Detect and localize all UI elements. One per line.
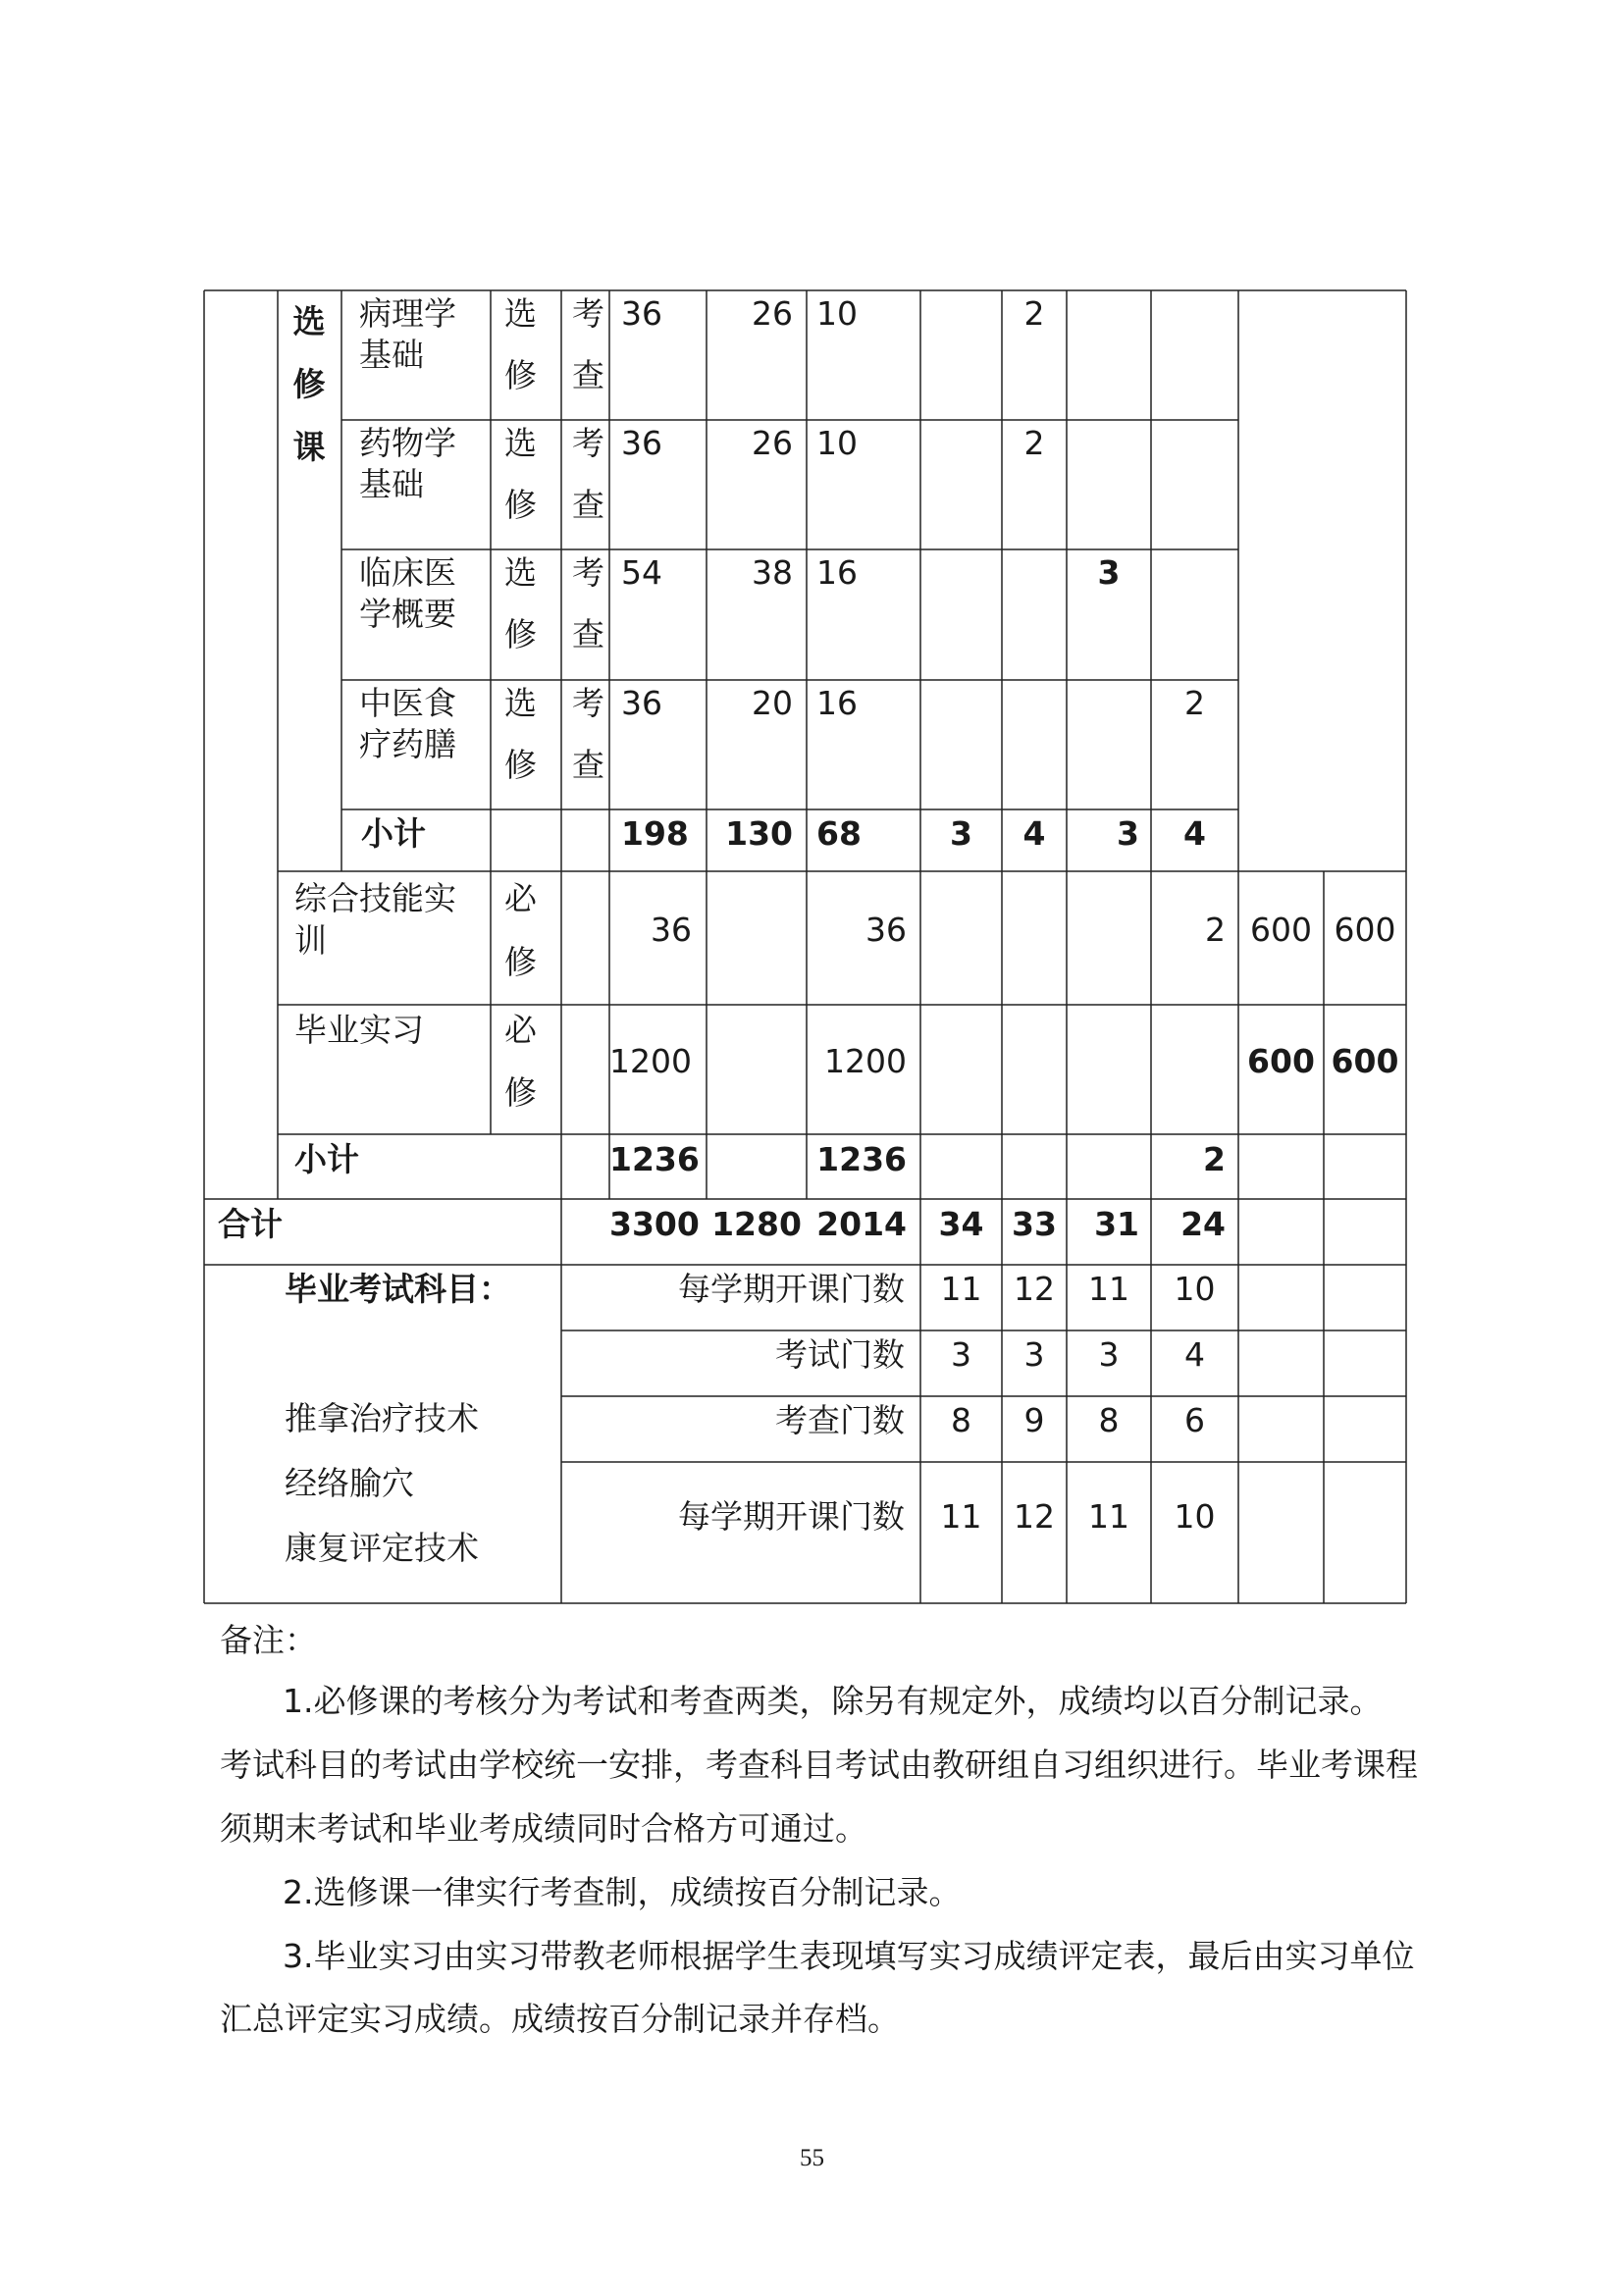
- stats-row-value: 3: [1098, 1335, 1120, 1374]
- notes-title: 备注：: [220, 1621, 317, 1659]
- elective-group-char-3: 课: [292, 428, 326, 466]
- elective-row-1-total: 36: [621, 294, 662, 333]
- elective-row-1-type-1: 选: [504, 294, 537, 333]
- grad-exam-title: 毕业考试科目：: [285, 1270, 511, 1308]
- elective-row-1-s-2: 2: [1023, 294, 1045, 333]
- elective-row-4-theory: 20: [752, 684, 793, 722]
- elective-row-1-assess-2: 查: [572, 356, 604, 394]
- elective-row-3-type-1: 选: [504, 553, 537, 592]
- stats-row-value: 11: [940, 1270, 982, 1308]
- grad-exam-subject: 推拿治疗技术: [285, 1399, 479, 1437]
- elective-subtotal-theory: 130: [725, 814, 793, 853]
- stats-row-value: 10: [1174, 1270, 1216, 1308]
- practice-subtotal-label: 小计: [294, 1140, 359, 1178]
- elective-row-3-practice: 16: [816, 553, 858, 592]
- elective-row-1-name-1: 病理学: [359, 294, 456, 333]
- elective-subtotal-s1: 3: [950, 814, 972, 853]
- practice-row-1-type-2: 修: [504, 943, 537, 981]
- note-line: 考试科目的考试由学校统一安排，考查科目考试由教研组自习组织进行。毕业考课程: [220, 1746, 1418, 1784]
- elective-row-4-practice: 16: [816, 684, 858, 722]
- practice-row-1-s5: 600: [1250, 911, 1312, 949]
- elective-row-4-name-2: 疗药膳: [359, 725, 456, 763]
- elective-row-4-type-1: 选: [504, 684, 537, 722]
- elective-subtotal-label: 小计: [361, 814, 426, 853]
- stats-row-value: 11: [940, 1497, 982, 1536]
- practice-row-1-type-1: 必: [504, 879, 537, 917]
- practice-subtotal-total: 1236: [609, 1140, 700, 1178]
- elective-row-4-s-4: 2: [1184, 684, 1205, 722]
- elective-row-2-type-1: 选: [504, 424, 537, 462]
- note-line: 汇总评定实习成绩。成绩按百分制记录并存档。: [220, 2000, 900, 2038]
- grand-total-s2: 33: [1012, 1205, 1057, 1243]
- elective-row-4-name-1: 中医食: [359, 684, 456, 722]
- practice-subtotal-s4: 2: [1203, 1140, 1226, 1178]
- elective-row-2-theory: 26: [752, 424, 793, 462]
- elective-row-1-name-2: 基础: [359, 336, 424, 374]
- elective-row-3-assess-1: 考: [572, 553, 604, 592]
- note-line: 3.毕业实习由实习带教老师根据学生表现填写实习成绩评定表，最后由实习单位: [283, 1937, 1415, 1975]
- stats-row-label: 每学期开课门数: [678, 1497, 905, 1536]
- elective-row-2-assess-1: 考: [572, 424, 604, 462]
- elective-row-2-s-2: 2: [1023, 424, 1045, 462]
- elective-row-1-assess-1: 考: [572, 294, 604, 333]
- stats-row-value: 11: [1088, 1270, 1129, 1308]
- stats-row-value: 8: [1098, 1401, 1120, 1439]
- note-line: 1.必修课的考核分为考试和考查两类，除另有规定外，成绩均以百分制记录。: [283, 1682, 1383, 1720]
- elective-group-char-1: 选: [292, 302, 326, 340]
- grand-total-s4: 24: [1180, 1205, 1226, 1243]
- elective-row-2-type-2: 修: [504, 486, 537, 524]
- stats-row-value: 11: [1088, 1497, 1129, 1536]
- grad-exam-subject: 康复评定技术: [285, 1529, 479, 1567]
- elective-row-2-name-1: 药物学: [359, 424, 456, 462]
- grand-total-total: 3300: [609, 1205, 700, 1243]
- stats-row-value: 9: [1023, 1401, 1045, 1439]
- practice-row-2-type-1: 必: [504, 1011, 537, 1049]
- elective-row-3-assess-2: 查: [572, 615, 604, 653]
- practice-row-2-s6: 600: [1331, 1042, 1399, 1080]
- practice-row-1-total: 36: [651, 911, 692, 949]
- practice-row-2-total: 1200: [609, 1042, 692, 1080]
- elective-subtotal-s2: 4: [1022, 814, 1046, 853]
- stats-row-value: 3: [1023, 1335, 1045, 1374]
- elective-subtotal-total: 198: [621, 814, 689, 853]
- grand-total-theory: 1280: [711, 1205, 802, 1243]
- stats-row-value: 4: [1184, 1335, 1205, 1374]
- practice-row-2-name-1: 毕业实习: [294, 1011, 424, 1049]
- elective-group-char-2: 修: [292, 365, 326, 403]
- note-line: 须期末考试和毕业考成绩同时合格方可通过。: [220, 1809, 867, 1848]
- elective-subtotal-s4: 4: [1183, 814, 1206, 853]
- stats-row-value: 3: [951, 1335, 971, 1374]
- elective-row-2-name-2: 基础: [359, 465, 424, 503]
- practice-subtotal-practice: 1236: [816, 1140, 907, 1178]
- stats-row-value: 12: [1014, 1270, 1055, 1308]
- elective-subtotal-practice: 68: [816, 814, 862, 853]
- elective-row-3-type-2: 修: [504, 615, 537, 653]
- elective-row-1-practice: 10: [816, 294, 858, 333]
- grad-exam-subject: 经络腧穴: [285, 1464, 414, 1502]
- stats-row-value: 10: [1174, 1497, 1216, 1536]
- stats-row-label: 考查门数: [775, 1401, 905, 1439]
- elective-row-1-theory: 26: [752, 294, 793, 333]
- practice-row-1-s6: 600: [1334, 911, 1396, 949]
- stats-row-value: 12: [1014, 1497, 1055, 1536]
- elective-row-2-total: 36: [621, 424, 662, 462]
- practice-row-2-type-2: 修: [504, 1073, 537, 1112]
- elective-row-1-type-2: 修: [504, 356, 537, 394]
- grand-total-s3: 31: [1094, 1205, 1139, 1243]
- grand-total-s1: 34: [938, 1205, 984, 1243]
- elective-group-label: [285, 290, 334, 479]
- stats-row-label: 每学期开课门数: [678, 1270, 905, 1308]
- practice-row-1-s4: 2: [1205, 911, 1226, 949]
- elective-row-3-theory: 38: [752, 553, 793, 592]
- elective-row-3-total: 54: [621, 553, 662, 592]
- stats-row-value: 8: [951, 1401, 971, 1439]
- elective-row-4-assess-2: 查: [572, 746, 604, 784]
- elective-row-3-name-1: 临床医: [359, 553, 456, 592]
- elective-row-2-practice: 10: [816, 424, 858, 462]
- elective-row-4-type-2: 修: [504, 746, 537, 784]
- practice-row-1-name-1: 综合技能实: [294, 879, 456, 917]
- elective-row-4-assess-1: 考: [572, 684, 604, 722]
- practice-row-1-name-2: 训: [294, 921, 327, 960]
- grand-total-label: 合计: [218, 1205, 283, 1243]
- elective-subtotal-s3: 3: [1117, 814, 1139, 853]
- stats-row-value: 6: [1184, 1401, 1205, 1439]
- page-number: 55: [800, 2145, 824, 2171]
- practice-row-2-s5: 600: [1247, 1042, 1315, 1080]
- practice-row-1-practice: 36: [865, 911, 907, 949]
- elective-row-4-total: 36: [621, 684, 662, 722]
- grand-total-practice: 2014: [816, 1205, 907, 1243]
- stats-row-label: 考试门数: [775, 1335, 905, 1374]
- elective-row-3-s-3: 3: [1097, 553, 1121, 592]
- practice-row-2-practice: 1200: [824, 1042, 907, 1080]
- elective-row-3-name-2: 学概要: [359, 595, 456, 633]
- elective-row-2-assess-2: 查: [572, 486, 604, 524]
- note-line: 2.选修课一律实行考查制，成绩按百分制记录。: [283, 1873, 962, 1911]
